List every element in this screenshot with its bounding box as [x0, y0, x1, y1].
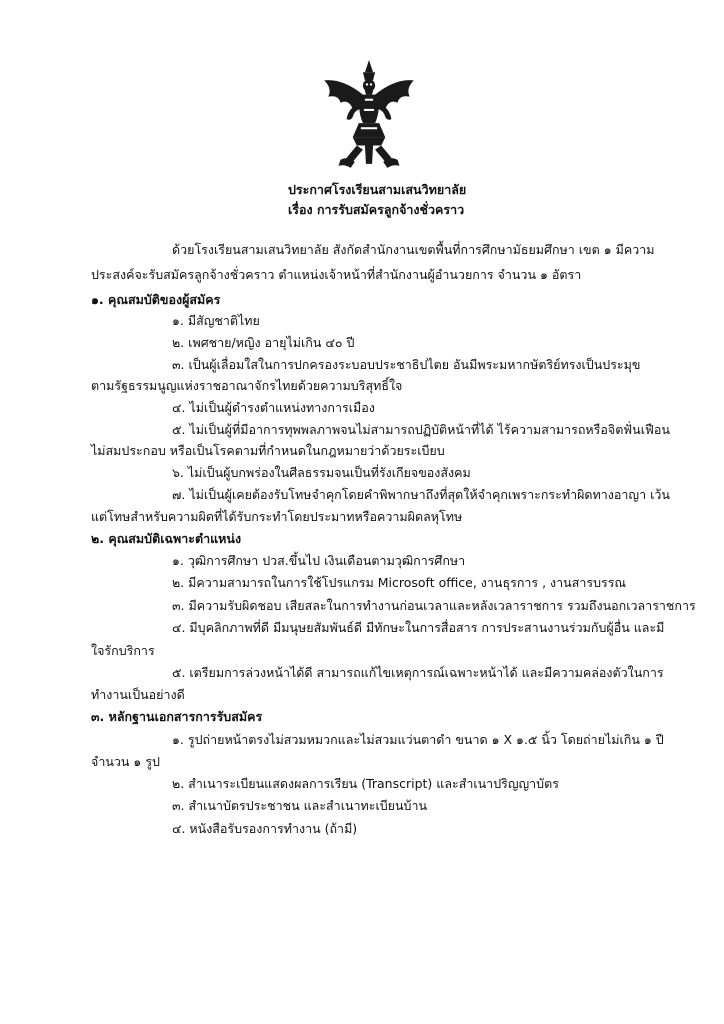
section-2-heading: ๒. คุณสมบัติเฉพาะตำแหน่ง [91, 531, 242, 546]
section-1-item-1: ๑. มีสัญชาติไทย [172, 313, 260, 328]
section-3-item-4: ๔. หนังสือรับรองการทำงาน (ถ้ามี) [172, 821, 358, 836]
announcement-title: ประกาศโรงเรียนสามเสนวิทยาลัย [288, 182, 467, 197]
section-1-item-6: ๖. ไม่เป็นผู้บกพร่องในศีลธรรมจนเป็นที่รังเกียจของสังคม [172, 465, 471, 480]
announcement-subject: เรื่อง การรับสมัครลูกจ้างชั่วคราว [288, 202, 465, 217]
section-2-item-4: ๔. มีบุคลิกภาพที่ดี มีมนุษยสัมพันธ์ดี มีทักษะในการสื่อสาร การประสานงานร่วมกับผู้อื่น และมี [172, 620, 665, 635]
intro-line-2: ประสงค์จะรับสมัครลูกจ้างชั่วคราว ตำแหน่งเจ้าหน้าที่สำนักงานผู้อำนวยการ จำนวน ๑ อัตรา [91, 267, 582, 282]
section-2-item-5-cont: ทำงานเป็นอย่างดี [91, 687, 185, 702]
section-2-item-5: ๕. เตรียมการล่วงหน้าได้ดี สามารถแก้ไขเหตุการณ์เฉพาะหน้าได้ และมีความคล่องตัวในการ [172, 665, 664, 680]
section-2-item-1: ๑. วุฒิการศึกษา ปวส.ขึ้นไป เงินเดือนตามวุฒิการศึกษา [172, 553, 466, 568]
section-1-heading: ๑. คุณสมบัติของผู้สมัคร [91, 292, 221, 307]
section-3-item-1-cont: จำนวน ๑ รูป [91, 754, 160, 769]
section-2-item-3: ๓. มีความรับผิดชอบ เสียสละในการทำงานก่อนเวลาและหลังเวลาราชการ รวมถึงนอกเวลาราชการ [172, 598, 696, 613]
section-1-item-2: ๒. เพศชาย/หญิง อายุไม่เกิน ๔๐ ปี [172, 335, 355, 350]
section-2-item-4-cont: ใจรักบริการ [91, 643, 155, 658]
section-2-item-2: ๒. มีความสามารถในการใช้โปรแกรม Microsoft office, งานธุรการ , งานสารบรรณ [172, 575, 627, 590]
garuda-emblem-icon [318, 58, 420, 172]
section-1-item-4: ๔. ไม่เป็นผู้ดำรงตำแหน่งทางการเมือง [172, 400, 375, 415]
section-1-item-3-cont: ตามรัฐธรรมนูญแห่งราชอาณาจักรไทยด้วยความบริสุทธิ์ใจ [91, 378, 403, 393]
section-1-item-5-cont: ไม่สมประกอบ หรือเป็นโรคตามที่กำหนดในกฎหมายว่าด้วยระเบียบ [91, 443, 445, 458]
section-3-item-1: ๑. รูปถ่ายหน้าตรงไม่สวมหมวกและไม่สวมแว่นตาดำ ขนาด ๑ X ๑.๕ นิ้ว โดยถ่ายไม่เกิน ๑ ปี [172, 732, 664, 747]
section-1-item-7-cont: แต่โทษสำหรับความผิดที่ได้รับกระทำโดยประมาทหรือความผิดลหุโทษ [91, 509, 463, 524]
section-1-item-5: ๕. ไม่เป็นผู้ที่มีอาการทุพพลภาพจนไม่สามารถปฏิบัติหน้าที่ได้ ไร้ความสามารถหรือจิตฟั่นเฟือน [172, 422, 670, 437]
section-3-item-3: ๓. สำเนาบัตรประชาชน และสำเนาทะเบียนบ้าน [172, 798, 428, 813]
section-1-item-3: ๓. เป็นผู้เลื่อมใสในการปกครองระบอบประชาธิปไตย อันมีพระมหากษัตริย์ทรงเป็นประมุข [172, 357, 641, 372]
section-3-item-2: ๒. สำเนาระเบียนแสดงผลการเรียน (Transcript) และสำเนาปริญญาบัตร [172, 776, 559, 791]
section-3-heading: ๓. หลักฐานเอกสารการรับสมัคร [91, 709, 263, 724]
section-1-item-7: ๗. ไม่เป็นผู้เคยต้องรับโทษจำคุกโดยคำพิพากษาถึงที่สุดให้จำคุกเพราะกระทำผิดทางอาญา เว้น [172, 487, 670, 502]
intro-line-1: ด้วยโรงเรียนสามเสนวิทยาลัย สังกัดสำนักงานเขตพื้นที่การศึกษามัธยมศึกษา เขต ๑ มีความ [172, 242, 655, 257]
